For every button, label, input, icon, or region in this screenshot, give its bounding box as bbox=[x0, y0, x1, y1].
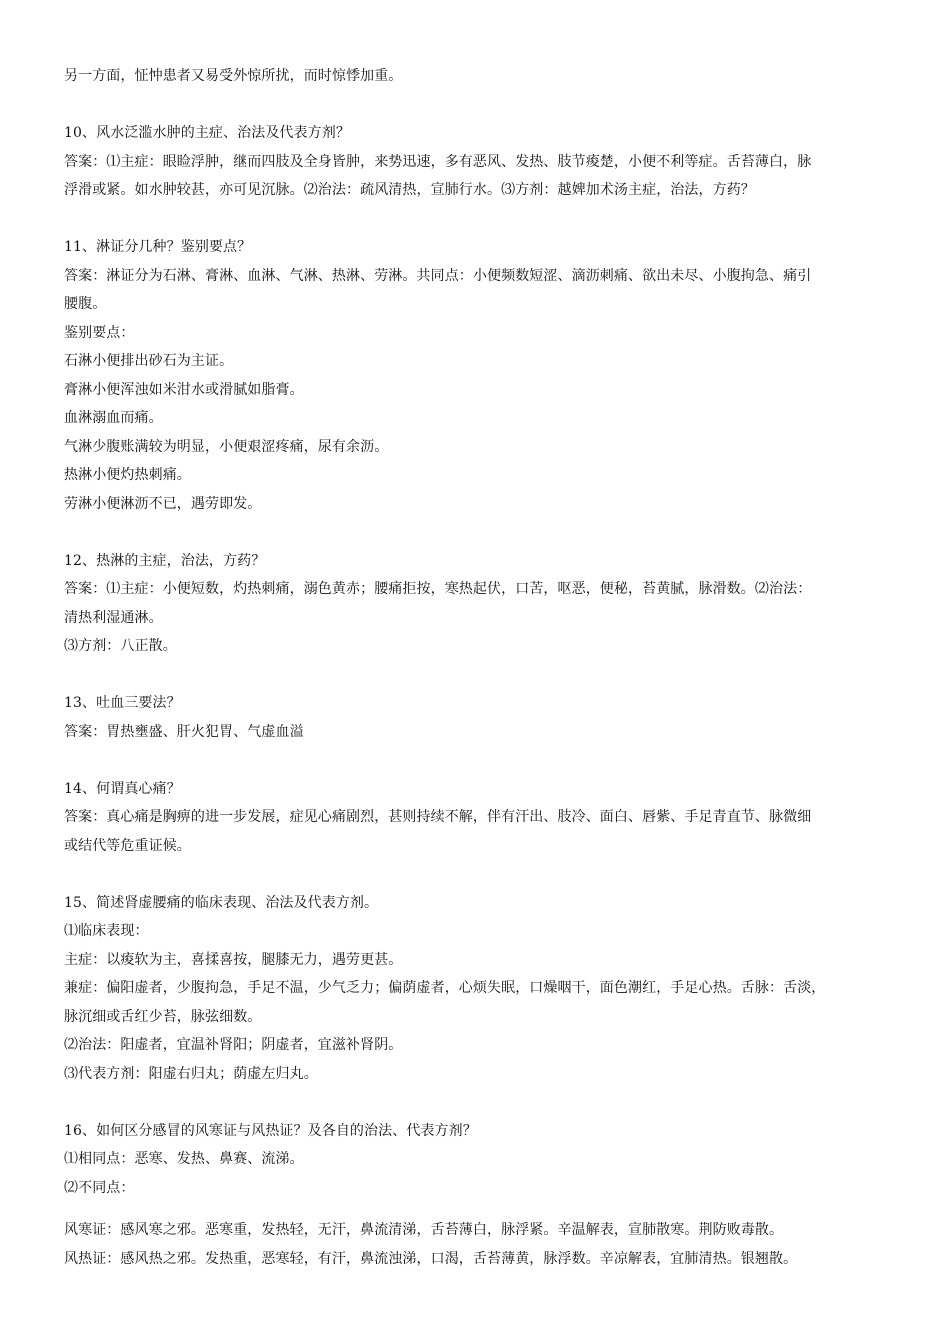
text-line: ⑴相同点：恶寒、发热、鼻赛、流涕。 bbox=[64, 1151, 304, 1167]
answer-line: 答案：胃热壅盛、肝火犯胃、气虚血溢 bbox=[64, 723, 304, 740]
text-line: 鉴别要点： bbox=[64, 324, 135, 341]
paragraph-gap bbox=[64, 1088, 928, 1117]
text-line: 风寒证：感风寒之邪。恶寒重，发热轻，无汗，鼻流清涕，舌苔薄白，脉浮紧。辛温解表，宣肺散寒。荆防败毒散。 bbox=[64, 1222, 784, 1238]
text-line: 血淋溺血而痛。 bbox=[64, 410, 163, 426]
text-line: ⑶代表方剂：阳虚右归丸；荫虚左归丸。 bbox=[64, 1065, 318, 1082]
text-line: ⑴临床表现： bbox=[64, 923, 149, 939]
question-heading: 11、淋证分几种？鉴别要点？ bbox=[64, 239, 252, 255]
question-heading: 14、何谓真心痛？ bbox=[64, 780, 181, 797]
text-line: 石淋小便排出砂石为主证。 bbox=[64, 353, 234, 369]
text-line: ⑵不同点： bbox=[64, 1179, 135, 1196]
answer-line: 或结代等危重证候。 bbox=[64, 837, 191, 854]
answer-line: 答案：⑴主症：眼睑浮肿，继而四肢及全身皆肿，来势迅速，多有恶风、发热、肢节痠楚，小便不利等症。舌苔薄白，脉 bbox=[64, 153, 812, 170]
text-line: 膏淋小便浑浊如米泔水或滑腻如脂膏。 bbox=[64, 381, 304, 398]
text-line: 另一方面，怔忡患者又易受外惊所扰，而时惊悸加重。 bbox=[64, 68, 403, 84]
text-line: 气淋少腹账满较为明显，小便艰涩疼痛，尿有余沥。 bbox=[64, 438, 389, 455]
text-line: 劳淋小便淋沥不已，遇劳即发。 bbox=[64, 495, 262, 512]
answer-line: 答案：淋证分为石淋、膏淋、血淋、气淋、热淋、劳淋。共同点：小便频数短涩、滴沥刺痛、欲出未尽、小腹拘急、痛引 bbox=[64, 267, 812, 284]
question-heading: 13、吐血三要法？ bbox=[64, 695, 181, 711]
text-line: 主症：以痠软为主，喜揉喜按，腿膝无力，遇劳更甚。 bbox=[64, 951, 403, 968]
text-line: ⑶方剂：八正散。 bbox=[64, 638, 177, 654]
paragraph-gap bbox=[64, 518, 928, 547]
text-line: 兼症：偏阳虚者，少腹拘急，手足不温，少气乏力；偏荫虚者，心烦失眠，口燥咽干，面色潮红，手足心热。舌脉：舌淡， bbox=[64, 980, 826, 996]
paragraph-gap bbox=[64, 1202, 928, 1216]
text-line: ⑵治法：阳虚者，宜温补肾阳；阴虚者，宜滋补肾阴。 bbox=[64, 1037, 403, 1053]
paragraph-gap bbox=[64, 860, 928, 889]
text-line: 脉沉细或舌红少苔，脉弦细数。 bbox=[64, 1008, 262, 1025]
answer-line: 答案：真心痛是胸痹的进一步发展，症见心痛剧烈，甚则持续不解，伴有汗出、肢冷、面白、唇紫、手足青直节、脉微细 bbox=[64, 809, 812, 825]
answer-line: 腰腹。 bbox=[64, 296, 107, 312]
answer-line: 答案：⑴主症：小便短数，灼热刺痛，溺色黄赤；腰痛拒按，寒热起伏，口苦，呕恶，便秘，苔黄腻，脉滑数。⑵治法： bbox=[64, 581, 812, 597]
answer-line: 浮滑或紧。如水肿较甚，亦可见沉脉。⑵治法：疏风清热，宣肺行水。⑶方剂：越婢加术汤主症，治法，方药？ bbox=[64, 182, 755, 198]
question-heading: 12、热淋的主症，治法，方药？ bbox=[64, 552, 266, 569]
document-page bbox=[64, 62, 928, 1273]
answer-line: 清热利湿通淋。 bbox=[64, 609, 163, 626]
paragraph-gap bbox=[64, 746, 928, 775]
question-heading: 10、风水泛滥水肿的主症、治法及代表方剂？ bbox=[64, 125, 350, 141]
text-line: 风热证：感风热之邪。发热重，恶寒轻，有汗，鼻流浊涕，口渴，舌苔薄黄，脉浮数。辛凉解表，宜肺清热。银翘散。 bbox=[64, 1250, 798, 1267]
paragraph-gap bbox=[64, 205, 928, 234]
question-heading: 15、简述肾虚腰痛的临床表现、治法及代表方剂。 bbox=[64, 894, 379, 911]
text-line: 热淋小便灼热刺痛。 bbox=[64, 467, 191, 483]
paragraph-gap bbox=[64, 661, 928, 690]
paragraph-gap bbox=[64, 91, 928, 120]
question-heading: 16、如何区分感冒的风寒证与风热证？及各自的治法、代表方剂？ bbox=[64, 1122, 477, 1139]
